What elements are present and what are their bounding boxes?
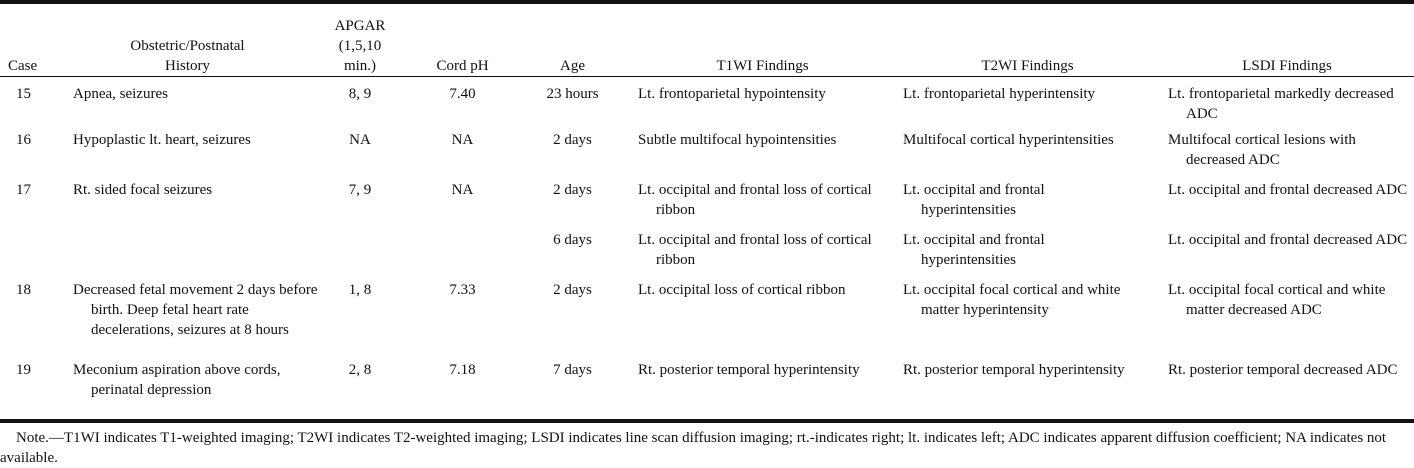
cell-t2wi — [895, 230, 1160, 280]
cell-lsdi — [1160, 230, 1414, 280]
cell-age: 2 days — [553, 132, 592, 148]
cell-lsdi-text: Lt. frontoparietal markedly decreased ADC — [1168, 86, 1394, 122]
cell-lsdi-text: Lt. occipital focal cortical and white matter decreased ADC — [1168, 282, 1386, 318]
cell-cord-ph — [410, 230, 515, 280]
cell-lsdi — [1160, 360, 1414, 410]
cell-history — [65, 280, 318, 360]
cell-case: 18 — [16, 282, 31, 298]
cell-t1wi — [630, 130, 895, 180]
cell-cord-ph: NA — [451, 182, 474, 198]
cell-t1wi-text: Rt. posterior temporal hyperintensity — [638, 362, 860, 378]
cell-case: 16 — [16, 132, 31, 148]
cell-t1wi — [630, 180, 895, 230]
cell-t2wi — [895, 130, 1160, 180]
cell-apgar — [310, 230, 410, 280]
cell-age: 23 hours — [546, 86, 599, 102]
cell-apgar: 8, 9 — [348, 86, 372, 102]
cell-history — [65, 230, 310, 280]
bottom-rule — [0, 419, 1414, 423]
cell-t2wi — [895, 280, 1160, 360]
table-row — [0, 230, 1414, 280]
cell-history-text: Apnea, seizures — [73, 86, 168, 102]
cell-lsdi — [1160, 280, 1414, 360]
cell-t2wi-text: Multifocal cortical hyperintensities — [903, 132, 1114, 148]
cell-cord-ph: NA — [451, 132, 474, 148]
cell-t1wi-text: Lt. occipital and frontal loss of cortical ribbon — [638, 182, 872, 218]
cell-age: 2 days — [553, 182, 592, 198]
cell-t1wi — [630, 230, 895, 280]
cell-cord-ph: 7.18 — [449, 362, 476, 378]
cell-history-text: Decreased fetal movement 2 days before birth. Deep fetal heart rate decelerations, seizures at 8 hours — [73, 282, 318, 338]
cell-case — [0, 230, 65, 280]
findings-table — [0, 4, 1414, 410]
cell-history-text: Rt. sided focal seizures — [73, 182, 213, 198]
cell-history — [65, 130, 310, 180]
cell-history — [65, 80, 310, 130]
cell-t2wi-text: Lt. occipital focal cortical and white matter hyperintensity — [903, 282, 1121, 318]
cell-cord-ph: 7.40 — [449, 86, 476, 102]
cell-lsdi-text: Rt. posterior temporal decreased ADC — [1168, 362, 1398, 378]
cell-t1wi-text: Lt. occipital loss of cortical ribbon — [638, 282, 846, 298]
cell-cord-ph: 7.33 — [449, 282, 476, 298]
cell-age: 6 days — [553, 232, 592, 248]
cell-lsdi — [1160, 130, 1414, 180]
cell-t2wi-text: Lt. occipital and frontal hyperintensities — [903, 232, 1045, 268]
header-cord-ph: Cord pH — [436, 58, 489, 74]
cell-t1wi — [630, 280, 895, 360]
header-lsdi: LSDI Findings — [1242, 58, 1332, 74]
table-header-row — [0, 4, 1414, 80]
table-row — [0, 130, 1414, 180]
header-case: Case — [8, 58, 38, 74]
table-row — [0, 180, 1414, 230]
header-age: Age — [560, 58, 585, 74]
cell-lsdi — [1160, 80, 1414, 130]
cell-apgar: 2, 8 — [348, 362, 372, 378]
header-apgar: APGAR (1,5,10 min.) — [334, 18, 386, 74]
table-row — [0, 280, 1414, 360]
cell-t2wi-text: Lt. frontoparietal hyperintensity — [903, 86, 1096, 102]
cell-lsdi-text: Multifocal cortical lesions with decreased ADC — [1168, 132, 1356, 168]
cell-history — [65, 360, 310, 410]
cell-history-text: Hypoplastic lt. heart, seizures — [73, 132, 251, 148]
cell-history — [65, 180, 310, 230]
cell-case: 17 — [16, 182, 31, 198]
header-t1wi: T1WI Findings — [716, 58, 809, 74]
cell-lsdi — [1160, 180, 1414, 230]
cell-history-text: Meconium aspiration above cords, perinatal depression — [73, 362, 281, 398]
table-note: Note.—T1WI indicates T1-weighted imaging; T2WI indicates T2-weighted imaging; LSDI indicates line scan diffusion imaging; rt.-indicates right; lt. indicates left; ADC indicates apparent diffusion coefficient; NA indicates not available. — [0, 430, 1387, 466]
cell-case: 15 — [16, 86, 31, 102]
cell-apgar: NA — [349, 132, 371, 148]
cell-t1wi-text: Lt. occipital and frontal loss of cortical ribbon — [638, 232, 872, 268]
cell-t1wi-text: Subtle multifocal hypointensities — [638, 132, 837, 148]
cell-t2wi-text: Rt. posterior temporal hyperintensity — [903, 362, 1125, 378]
table-row — [0, 80, 1414, 130]
cell-age: 7 days — [553, 362, 592, 378]
cell-apgar: 7, 9 — [348, 182, 372, 198]
header-t2wi: T2WI Findings — [981, 58, 1074, 74]
table-row — [0, 360, 1414, 410]
cell-age: 2 days — [553, 282, 592, 298]
header-history: Obstetric/Postnatal History — [130, 38, 245, 74]
cell-case: 19 — [16, 362, 31, 378]
cell-t2wi — [895, 180, 1160, 230]
cell-t1wi-text: Lt. frontoparietal hypointensity — [638, 86, 826, 102]
cell-t2wi-text: Lt. occipital and frontal hyperintensities — [903, 182, 1045, 218]
cell-apgar: 1, 8 — [348, 282, 372, 298]
cell-t1wi — [630, 80, 895, 130]
cell-t2wi — [895, 360, 1160, 410]
cell-t2wi — [895, 80, 1160, 130]
cell-lsdi-text: Lt. occipital and frontal decreased ADC — [1168, 232, 1408, 248]
cell-lsdi-text: Lt. occipital and frontal decreased ADC — [1168, 182, 1408, 198]
cell-t1wi — [630, 360, 895, 410]
